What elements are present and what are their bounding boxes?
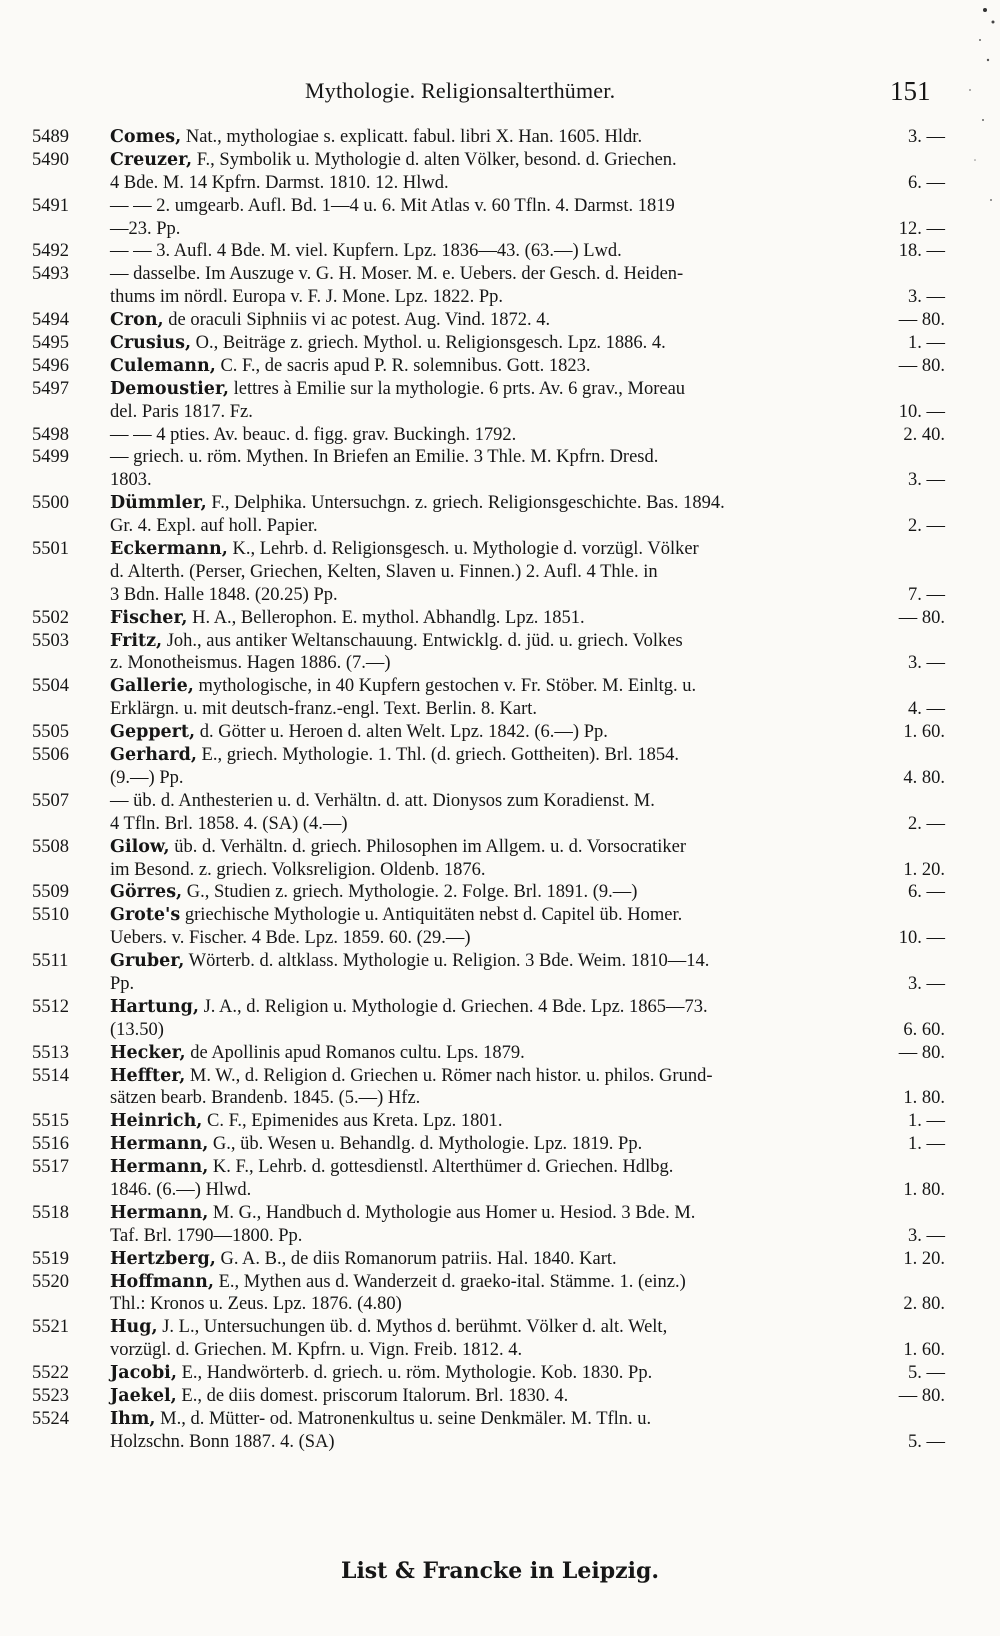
entry-description: E., de diis domest. priscorum Italorum. Brl. 1830. 4. <box>176 1385 569 1406</box>
entry-author: Heffter, <box>110 1065 186 1086</box>
entry-author: Jaekel, <box>110 1385 177 1406</box>
entry-number: 5494 <box>32 310 69 331</box>
catalog-entry <box>0 149 1000 195</box>
entry-first-line <box>0 1133 1000 1156</box>
entry-number: 5493 <box>32 264 69 285</box>
entry-author: Ihm, <box>110 1408 156 1429</box>
entry-first-line <box>0 1385 1000 1408</box>
entry-author: Görres, <box>110 882 183 903</box>
entry-author: Hermann, <box>110 1202 209 1223</box>
entry-first-line <box>0 1156 1000 1179</box>
entry-price: 1. — <box>908 1111 945 1132</box>
entry-description: del. Paris 1817. Fz. <box>110 401 253 422</box>
catalog-entry <box>0 1362 1000 1385</box>
entry-description: üb. d. Verhältn. d. griech. Philosophen im Allgem. u. d. Vorsocratiker <box>169 836 687 857</box>
entry-number: 5508 <box>32 836 69 857</box>
entry-author: Gerhard, <box>110 745 197 766</box>
entry-number: 5509 <box>32 882 69 903</box>
entry-price: 1. 60. <box>903 722 945 743</box>
entry-description: O., Beiträge z. griech. Mythol. u. Religionsgesch. Lpz. 1886. 4. <box>191 333 666 354</box>
entry-continuation-line <box>0 652 1000 675</box>
entry-number: 5504 <box>32 676 69 697</box>
entry-description: de Apollinis apud Romanos cultu. Lps. 1879. <box>185 1042 525 1063</box>
page-number: 151 <box>890 76 931 106</box>
entry-first-line <box>0 538 1000 561</box>
entry-description: M. G., Handbuch d. Mythologie aus Homer u. Hesiod. 3 Bde. M. <box>208 1202 696 1223</box>
entry-description: im Besond. z. griech. Volksreligion. Oldenb. 1876. <box>110 859 486 880</box>
entry-price: 1. — <box>908 333 945 354</box>
entry-continuation-line <box>0 927 1000 950</box>
entry-description: sätzen bearb. Brandenb. 1845. (5.—) Hfz. <box>110 1088 421 1109</box>
entry-price: 3. — <box>908 470 945 491</box>
entry-description: M., d. Mütter- od. Matronenkultus u. seine Denkmäler. M. Tfln. u. <box>155 1408 652 1429</box>
entry-continuation-line <box>0 1225 1000 1248</box>
catalog-entry <box>0 240 1000 263</box>
catalog-entry <box>0 355 1000 378</box>
entry-number: 5522 <box>32 1363 69 1384</box>
entry-description: E., Handwörterb. d. griech. u. röm. Mythologie. Kob. 1830. Pp. <box>176 1363 653 1384</box>
entry-price: 2. 40. <box>903 424 945 445</box>
entry-author: Hermann, <box>110 1134 209 1155</box>
catalog-entry <box>0 1156 1000 1202</box>
entry-price: 2. — <box>908 516 945 537</box>
entry-price: — 80. <box>898 355 945 376</box>
entry-continuation-line <box>0 172 1000 195</box>
entry-author: Creuzer, <box>110 149 193 170</box>
entry-first-line <box>0 263 1000 286</box>
entry-price: 1. 20. <box>903 1248 945 1269</box>
entry-author: Grote's <box>110 905 181 926</box>
catalog-entry <box>0 1316 1000 1362</box>
catalog-entry <box>0 195 1000 241</box>
entry-description: Erklärgn. u. mit deutsch-franz.-engl. Text. Berlin. 8. Kart. <box>110 699 537 720</box>
entry-description: — — 4 pties. Av. beauc. d. figg. grav. Buckingh. 1792. <box>110 424 517 445</box>
entry-number: 5515 <box>32 1111 69 1132</box>
entry-description: 4 Tfln. Brl. 1858. 4. (SA) (4.—) <box>110 813 348 834</box>
entry-price: 1. 80. <box>903 1088 945 1109</box>
entry-price: 1. 20. <box>903 859 945 880</box>
entry-author: Gallerie, <box>110 676 194 697</box>
entry-first-line <box>0 1362 1000 1385</box>
entry-number: 5514 <box>32 1065 69 1086</box>
entry-continuation-line <box>0 1087 1000 1110</box>
catalog-entry <box>0 881 1000 904</box>
entry-first-line <box>0 630 1000 653</box>
catalog-entries <box>0 126 1000 1454</box>
entry-first-line <box>0 1042 1000 1065</box>
entry-first-line <box>0 1408 1000 1431</box>
entry-description: Uebers. v. Fischer. 4 Bde. Lpz. 1859. 60. (29.—) <box>110 928 471 949</box>
entry-price: 5. — <box>908 1431 945 1452</box>
entry-number: 5490 <box>32 149 69 170</box>
entry-price: 3. — <box>908 1225 945 1246</box>
catalog-entry <box>0 446 1000 492</box>
entry-description: C. F., Epimenides aus Kreta. Lpz. 1801. <box>202 1111 503 1132</box>
catalog-entry <box>0 1248 1000 1271</box>
entry-first-line <box>0 836 1000 859</box>
entry-price: — 80. <box>898 310 945 331</box>
entry-description: M. W., d. Religion d. Griechen u. Römer nach histor. u. philos. Grund- <box>185 1065 713 1086</box>
catalog-entry <box>0 790 1000 836</box>
catalog-entry <box>0 1202 1000 1248</box>
entry-price: 6. — <box>908 172 945 193</box>
entry-author: Gilow, <box>110 836 170 857</box>
entry-number: 5518 <box>32 1202 69 1223</box>
entry-price: 3. — <box>908 653 945 674</box>
entry-first-line <box>0 790 1000 813</box>
entry-continuation-line <box>0 1019 1000 1042</box>
page-title: Mythologie. Religionsalterthümer. <box>305 78 616 103</box>
entry-first-line <box>0 332 1000 355</box>
entry-number: 5521 <box>32 1317 69 1338</box>
entry-number: 5510 <box>32 905 69 926</box>
catalog-entry <box>0 1065 1000 1111</box>
entry-first-line <box>0 240 1000 263</box>
page-header <box>0 78 1000 112</box>
entry-price: 4. 80. <box>903 767 945 788</box>
catalog-entry <box>0 950 1000 996</box>
entry-description: —23. Pp. <box>110 218 181 239</box>
entry-number: 5491 <box>32 195 69 216</box>
entry-first-line <box>0 721 1000 744</box>
entry-description: E., Mythen aus d. Wanderzeit d. graeko-ital. Stämme. 1. (einz.) <box>213 1271 686 1292</box>
entry-number: 5503 <box>32 630 69 651</box>
entry-author: Hartung, <box>110 996 199 1017</box>
entry-price: — 80. <box>898 1385 945 1406</box>
entry-author: Jacobi, <box>110 1363 177 1384</box>
entry-number: 5489 <box>32 127 69 147</box>
entry-continuation-line <box>0 1179 1000 1202</box>
entry-number: 5500 <box>32 493 69 514</box>
entry-continuation-line <box>0 1431 1000 1454</box>
entry-continuation-line <box>0 515 1000 538</box>
entry-price: 7. — <box>908 584 945 605</box>
entry-first-line <box>0 904 1000 927</box>
entry-price: 3. — <box>908 973 945 994</box>
entry-author: Hug, <box>110 1317 158 1338</box>
entry-number: 5511 <box>32 951 69 972</box>
entry-description: F., Delphika. Untersuchgn. z. griech. Religionsgeschichte. Bas. 1894. <box>206 493 725 514</box>
entry-first-line <box>0 950 1000 973</box>
entry-number: 5520 <box>32 1271 69 1292</box>
entry-continuation-line <box>0 218 1000 241</box>
entry-number: 5524 <box>32 1408 69 1429</box>
entry-number: 5512 <box>32 996 69 1017</box>
entry-price: 6. — <box>908 882 945 903</box>
entry-description: — — 3. Aufl. 4 Bde. M. viel. Kupfern. Lpz. 1836—43. (63.—) Lwd. <box>110 241 622 262</box>
entry-author: Demoustier, <box>110 378 229 399</box>
catalog-entry <box>0 630 1000 676</box>
entry-description: — griech. u. röm. Mythen. In Briefen an Emilie. 3 Thle. M. Kpfrn. Dresd. <box>110 447 659 468</box>
catalog-entry <box>0 607 1000 630</box>
entry-author: Hertzberg, <box>110 1248 216 1269</box>
entry-first-line <box>0 309 1000 332</box>
entry-description: lettres à Emilie sur la mythologie. 6 prts. Av. 6 grav., Moreau <box>228 378 686 399</box>
entry-author: Geppert, <box>110 722 196 743</box>
entry-first-line <box>0 1271 1000 1294</box>
catalog-entry <box>0 263 1000 309</box>
entry-author: Hermann, <box>110 1157 209 1178</box>
entry-author: Hecker, <box>110 1042 186 1063</box>
entry-description: Pp. <box>110 973 135 994</box>
entry-number: 5502 <box>32 607 69 628</box>
entry-first-line <box>0 1202 1000 1225</box>
catalog-entry <box>0 492 1000 538</box>
entry-description: 4 Bde. M. 14 Kpfrn. Darmst. 1810. 12. Hlwd. <box>110 172 449 193</box>
catalog-entry <box>0 309 1000 332</box>
entry-first-line <box>0 607 1000 630</box>
entry-description: — üb. d. Anthesterien u. d. Verhältn. d. att. Dionysos zum Koradienst. M. <box>110 790 655 811</box>
catalog-entry <box>0 378 1000 424</box>
entry-first-line <box>0 1110 1000 1133</box>
catalog-entry <box>0 675 1000 721</box>
entry-first-line <box>0 195 1000 218</box>
entry-number: 5517 <box>32 1157 69 1178</box>
entry-description: E., griech. Mythologie. 1. Thl. (d. griech. Gottheiten). Brl. 1854. <box>196 745 680 766</box>
entry-price: 1. — <box>908 1134 945 1155</box>
entry-price: 3. — <box>908 287 945 308</box>
entry-description: G. A. B., de diis Romanorum patriis. Hal. 1840. Kart. <box>215 1248 617 1269</box>
entry-description: Gr. 4. Expl. auf holl. Papier. <box>110 516 318 537</box>
catalog-entry <box>0 904 1000 950</box>
catalog-entry <box>0 126 1000 149</box>
entry-number: 5495 <box>32 333 69 354</box>
entry-description: (9.—) Pp. <box>110 767 184 788</box>
entry-first-line <box>0 492 1000 515</box>
entry-description: F., Symbolik u. Mythologie d. alten Völker, besond. d. Griechen. <box>192 149 677 170</box>
catalog-entry <box>0 332 1000 355</box>
entry-first-line <box>0 1316 1000 1339</box>
entry-description: H. A., Bellerophon. E. mythol. Abhandlg. Lpz. 1851. <box>187 607 585 628</box>
entry-first-line <box>0 1248 1000 1271</box>
entry-first-line <box>0 446 1000 469</box>
catalog-entry <box>0 1133 1000 1156</box>
catalog-entry <box>0 744 1000 790</box>
entry-author: Dümmler, <box>110 493 207 514</box>
entry-continuation-line <box>0 698 1000 721</box>
entry-price: 2. 80. <box>903 1294 945 1315</box>
entry-author: Comes, <box>110 127 182 147</box>
entry-number: 5519 <box>32 1248 69 1269</box>
catalog-entry <box>0 1110 1000 1133</box>
entry-number: 5497 <box>32 378 69 399</box>
entry-author: Hoffmann, <box>110 1271 214 1292</box>
entry-first-line <box>0 149 1000 172</box>
entry-first-line <box>0 378 1000 401</box>
catalog-entry <box>0 1042 1000 1065</box>
entry-continuation-line <box>0 469 1000 492</box>
entry-number: 5523 <box>32 1385 69 1406</box>
entry-first-line <box>0 881 1000 904</box>
entry-author: Culemann, <box>110 355 216 376</box>
catalog-entry <box>0 836 1000 882</box>
entry-description: J. L., Untersuchungen üb. d. Mythos d. berühmt. Völker d. alt. Welt, <box>157 1317 668 1338</box>
entry-number: 5507 <box>32 790 69 811</box>
entry-description: Nat., mythologiae s. explicatt. fabul. libri X. Han. 1605. Hldr. <box>181 127 643 147</box>
catalog-entry <box>0 1385 1000 1408</box>
catalog-entry <box>0 996 1000 1042</box>
entry-continuation-line <box>0 813 1000 836</box>
entry-description: Taf. Brl. 1790—1800. Pp. <box>110 1225 303 1246</box>
entry-first-line <box>0 424 1000 447</box>
catalog-entry <box>0 538 1000 607</box>
entry-description: de oraculi Siphniis vi ac potest. Aug. Vind. 1872. 4. <box>163 310 551 331</box>
entry-description: vorzügl. d. Griechen. M. Kpfrn. u. Vign. Freib. 1812. 4. <box>110 1340 523 1361</box>
entry-description: K., Lehrb. d. Religionsgesch. u. Mythologie d. vorzügl. Völker <box>227 539 699 560</box>
entry-description: (13.50) <box>110 1019 164 1040</box>
entry-price: 10. — <box>898 928 945 949</box>
entry-description: J. A., d. Religion u. Mythologie d. Griechen. 4 Bde. Lpz. 1865—73. <box>198 996 708 1017</box>
entry-description: — dasselbe. Im Auszuge v. G. H. Moser. M. e. Uebers. der Gesch. d. Heiden- <box>110 264 684 285</box>
entry-price: 4. — <box>908 699 945 720</box>
entry-price: 2. — <box>908 813 945 834</box>
entry-continuation-line <box>0 401 1000 424</box>
entry-description: Holzschn. Bonn 1887. 4. (SA) <box>110 1431 335 1452</box>
entry-number: 5505 <box>32 722 69 743</box>
entry-continuation-line <box>0 973 1000 996</box>
entry-continuation-line <box>0 767 1000 790</box>
entry-description: z. Monotheismus. Hagen 1886. (7.—) <box>110 653 391 674</box>
entry-price: 5. — <box>908 1363 945 1384</box>
entry-description: griechische Mythologie u. Antiquitäten nebst d. Capitel üb. Homer. <box>180 905 683 926</box>
entry-continuation-line <box>0 584 1000 607</box>
catalog-entry <box>0 721 1000 744</box>
entry-first-line <box>0 675 1000 698</box>
entry-author: Eckermann, <box>110 539 228 560</box>
entry-number: 5501 <box>32 539 69 560</box>
catalog-entry <box>0 424 1000 447</box>
entry-author: Crusius, <box>110 333 192 354</box>
entry-number: 5499 <box>32 447 69 468</box>
entry-description: Thl.: Kronos u. Zeus. Lpz. 1876. (4.80) <box>110 1294 402 1315</box>
entry-number: 5492 <box>32 241 69 262</box>
entry-author: Gruber, <box>110 951 185 972</box>
entry-description: d. Götter u. Heroen d. alten Welt. Lpz. 1842. (6.—) Pp. <box>195 722 608 743</box>
entry-description: 1803. <box>110 470 152 491</box>
entry-continuation-line <box>0 1293 1000 1316</box>
entry-continuation-line <box>0 561 1000 584</box>
catalog-entry <box>0 1271 1000 1317</box>
entry-price: 3. — <box>908 127 945 147</box>
catalog-entry <box>0 1408 1000 1454</box>
entry-description: mythologische, in 40 Kupfern gestochen v. Fr. Stöber. M. Einltg. u. <box>193 676 697 697</box>
entry-continuation-line <box>0 1339 1000 1362</box>
entry-price: 6. 60. <box>903 1019 945 1040</box>
entry-number: 5516 <box>32 1134 69 1155</box>
entry-price: 1. 80. <box>903 1179 945 1200</box>
entry-first-line <box>0 126 1000 149</box>
entry-description: 1846. (6.—) Hlwd. <box>110 1179 252 1200</box>
entry-description: — — 2. umgearb. Aufl. Bd. 1—4 u. 6. Mit Atlas v. 60 Tfln. 4. Darmst. 1819 <box>110 195 675 216</box>
entry-author: Heinrich, <box>110 1111 203 1132</box>
publisher-footer: List & Francke in Leipzig. <box>340 1558 660 1584</box>
entry-first-line <box>0 996 1000 1019</box>
entry-price: 18. — <box>898 241 945 262</box>
entry-description: 3 Bdn. Halle 1848. (20.25) Pp. <box>110 584 338 605</box>
entry-first-line <box>0 744 1000 767</box>
entry-description: Joh., aus antiker Weltanschauung. Entwicklg. d. jüd. u. griech. Volkes <box>162 630 683 651</box>
entry-description: d. Alterth. (Perser, Griechen, Kelten, Slaven u. Finnen.) 2. Aufl. 4 Thle. in <box>110 561 658 582</box>
entry-first-line <box>0 355 1000 378</box>
entry-author: Fritz, <box>110 630 163 651</box>
entry-number: 5498 <box>32 424 69 445</box>
entry-description: G., Studien z. griech. Mythologie. 2. Folge. Brl. 1891. (9.—) <box>182 882 638 903</box>
entry-number: 5513 <box>32 1042 69 1063</box>
entry-continuation-line <box>0 286 1000 309</box>
entry-number: 5496 <box>32 355 69 376</box>
entry-price: — 80. <box>898 1042 945 1063</box>
entry-description: thums im nördl. Europa v. F. J. Mone. Lpz. 1822. Pp. <box>110 287 503 308</box>
entry-author: Cron, <box>110 310 164 331</box>
entry-price: 10. — <box>898 401 945 422</box>
entry-first-line <box>0 1065 1000 1088</box>
entry-description: Wörterb. d. altklass. Mythologie u. Religion. 3 Bde. Weim. 1810—14. <box>184 951 710 972</box>
entry-description: G., üb. Wesen u. Behandlg. d. Mythologie. Lpz. 1819. Pp. <box>208 1134 643 1155</box>
entry-price: 12. — <box>898 218 945 239</box>
entry-number: 5506 <box>32 745 69 766</box>
entry-continuation-line <box>0 859 1000 882</box>
entry-description: K. F., Lehrb. d. gottesdienstl. Alterthümer d. Griechen. Hdlbg. <box>208 1157 674 1178</box>
entry-description: C. F., de sacris apud P. R. solemnibus. Gott. 1823. <box>215 355 591 376</box>
entry-price: 1. 60. <box>903 1340 945 1361</box>
entry-author: Fischer, <box>110 607 188 628</box>
entry-price: — 80. <box>898 607 945 628</box>
